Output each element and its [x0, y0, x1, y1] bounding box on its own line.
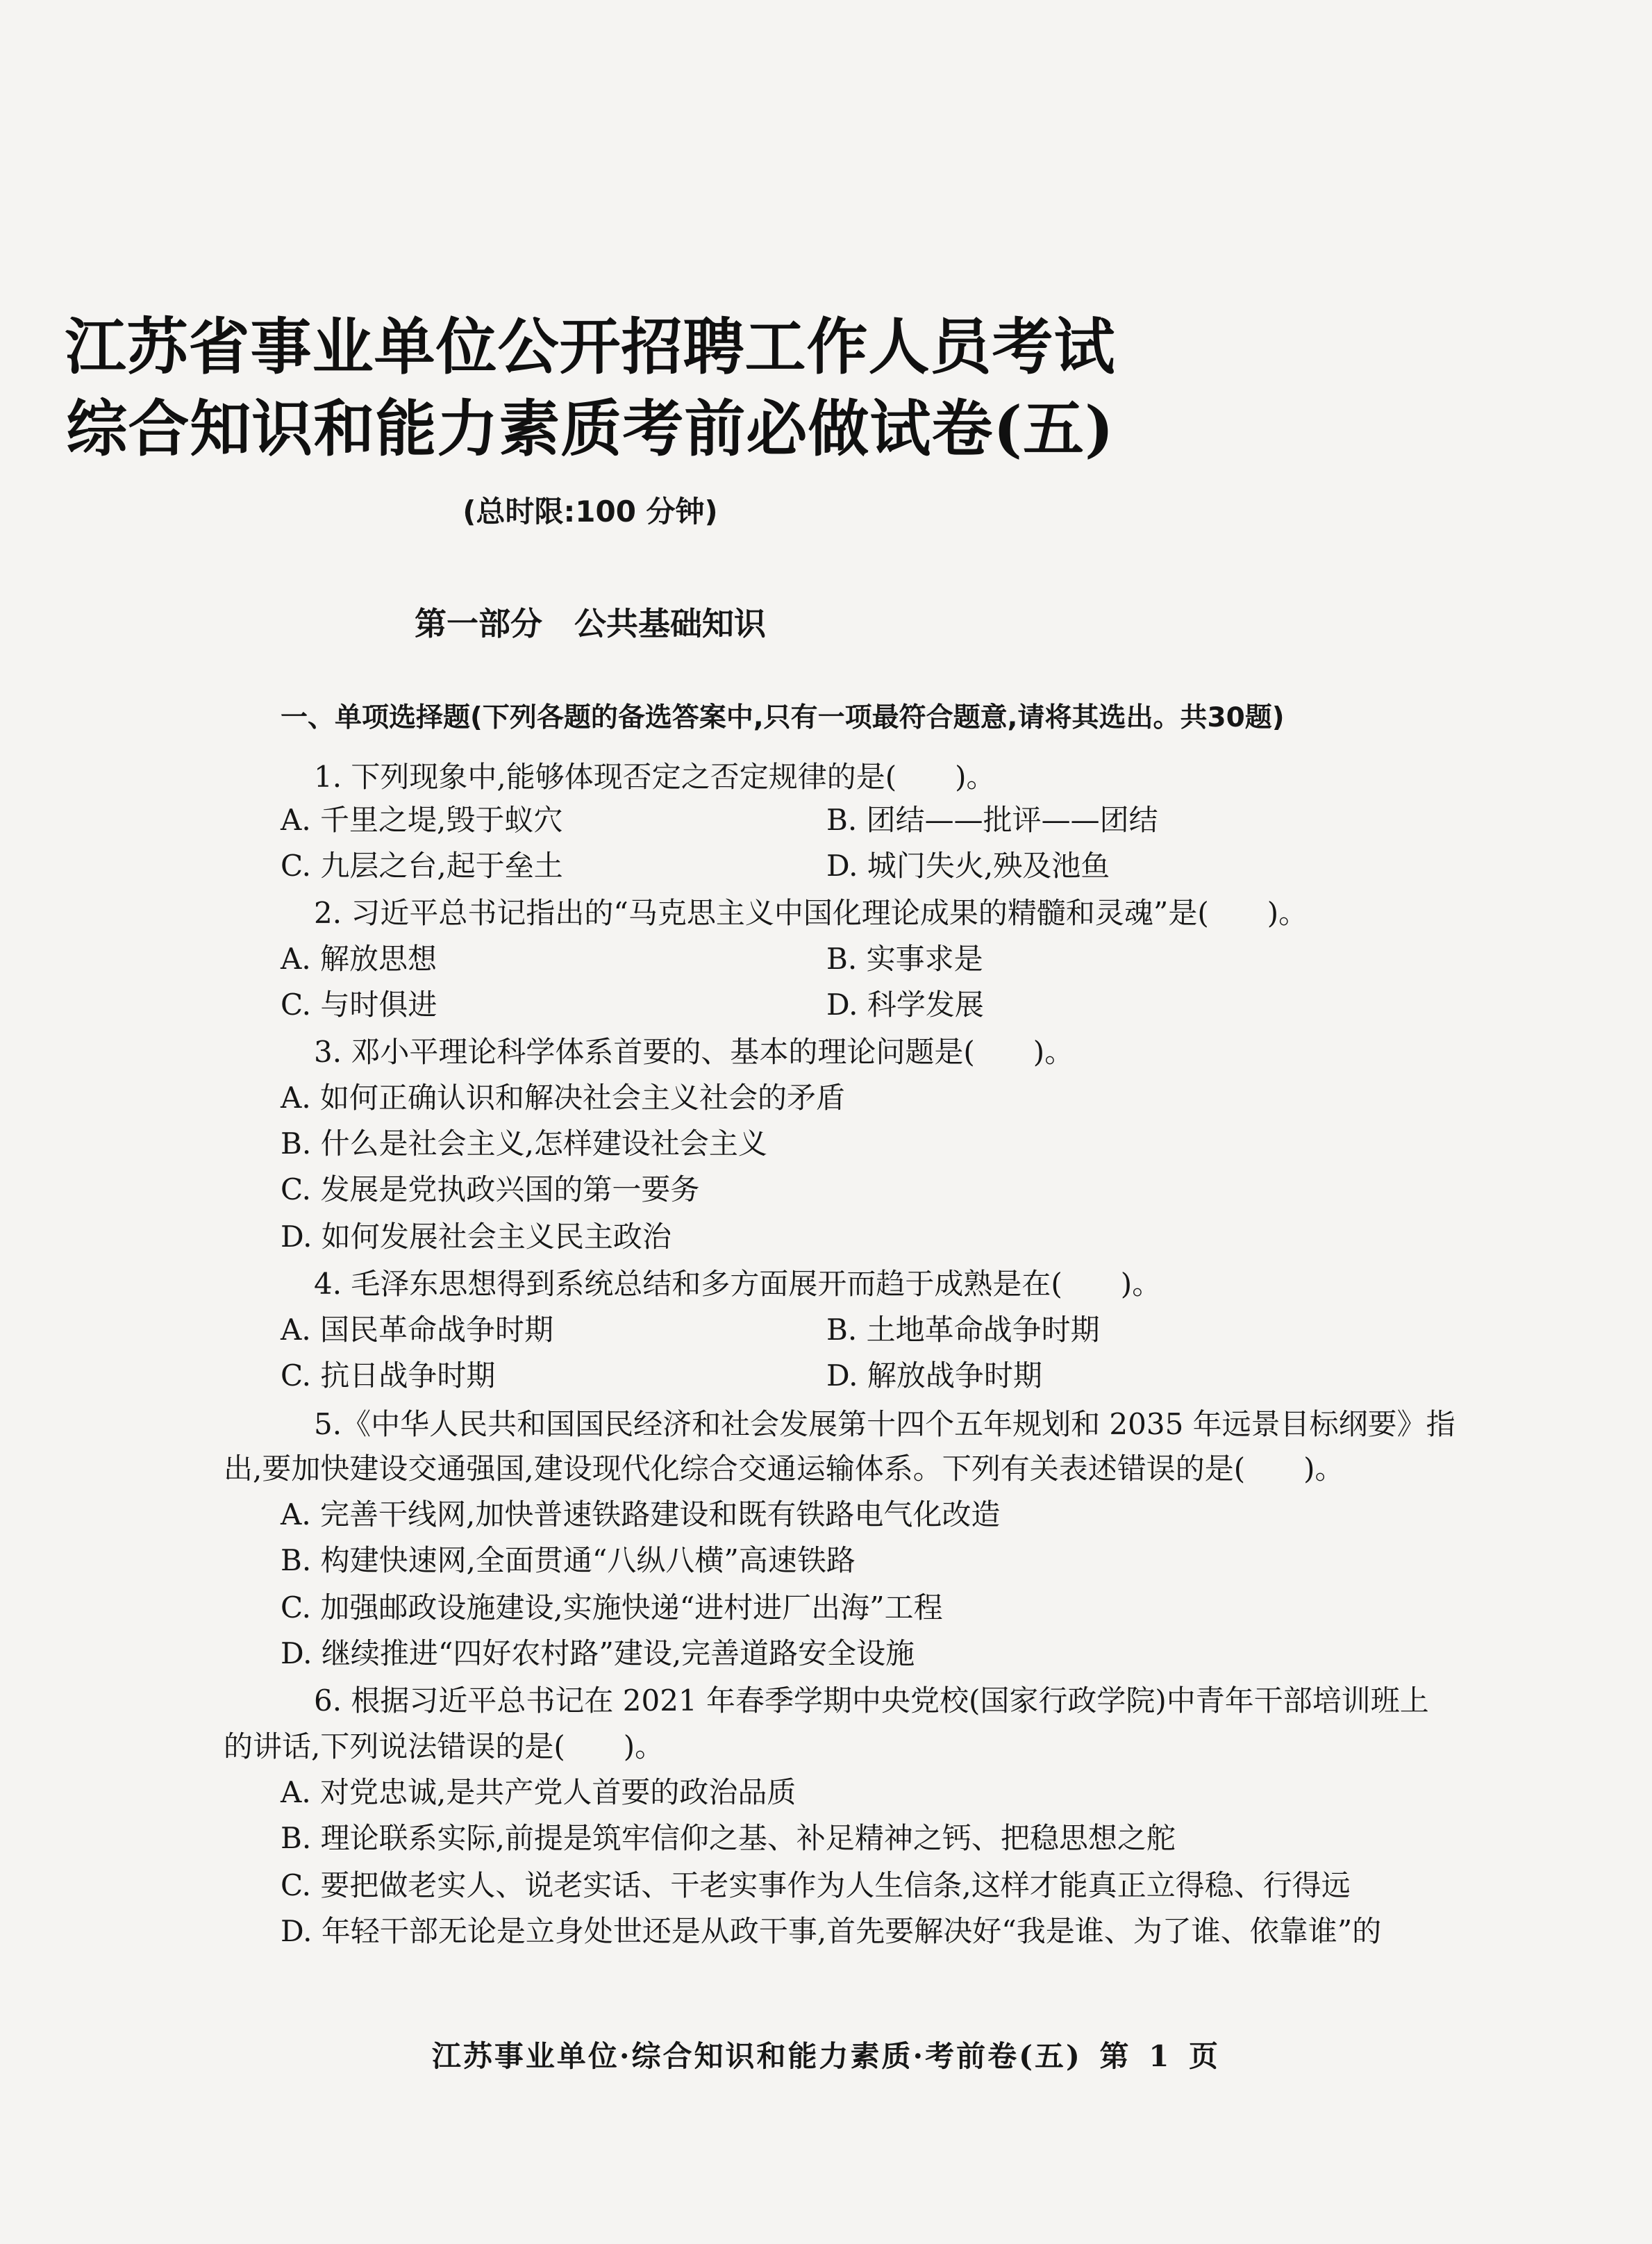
- question-2-option-d: D. 科学发展: [826, 988, 984, 1022]
- question-6-option-a: A. 对党忠诚,是共产党人首要的政治品质: [281, 1775, 796, 1809]
- question-4-option-a: A. 国民革命战争时期: [281, 1313, 554, 1347]
- question-5-option-b: B. 构建快速网,全面贯通“八纵八横”高速铁路: [281, 1543, 856, 1577]
- question-1-option-c: C. 九层之台,起于垒土: [281, 849, 563, 883]
- footer-page-number: 1: [1149, 2039, 1171, 2073]
- question-4-option-d: D. 解放战争时期: [826, 1358, 1042, 1393]
- question-4-option-b: B. 土地革命战争时期: [826, 1313, 1100, 1347]
- question-3-stem: 3. 邓小平理论科学体系首要的、基本的理论问题是( )。: [314, 1035, 1074, 1069]
- exam-title-line1: 江苏省事业单位公开招聘工作人员考试: [65, 310, 1116, 383]
- question-5-stem-line1: 5.《中华人民共和国国民经济和社会发展第十四个五年规划和 2035 年远景目标纲要》指: [314, 1407, 1455, 1441]
- question-6-option-c: C. 要把做老实人、说老实话、干老实事作为人生信条,这样才能真正立得稳、行得远: [281, 1868, 1351, 1902]
- question-5-option-a: A. 完善干线网,加快普速铁路建设和既有铁路电气化改造: [281, 1497, 1001, 1531]
- question-6-stem-line2: 的讲话,下列说法错误的是( )。: [224, 1729, 665, 1763]
- question-1-option-d: D. 城门失火,殃及池鱼: [826, 849, 1110, 883]
- question-2-option-a: A. 解放思想: [281, 942, 437, 976]
- footer-page-suffix: 页: [1189, 2039, 1221, 2073]
- question-3-option-c: C. 发展是党执政兴国的第一要务: [281, 1172, 700, 1206]
- footer-page-label: 第: [1099, 2039, 1131, 2073]
- question-5-stem-line2: 出,要加快建设交通强国,建设现代化综合交通运输体系。下列有关表述错误的是( )。: [224, 1452, 1344, 1486]
- question-2-option-c: C. 与时俱进: [281, 988, 437, 1022]
- question-5-option-c: C. 加强邮政设施建设,实施快递“进村进厂出海”工程: [281, 1590, 943, 1624]
- time-limit: (总时限:100 分钟): [462, 494, 718, 529]
- question-1-option-a: A. 千里之堤,毁于蚁穴: [281, 803, 563, 837]
- page-footer: [0, 2034, 1652, 2075]
- question-2-option-b: B. 实事求是: [826, 942, 983, 976]
- exam-title-line2: 综合知识和能力素质考前必做试卷(五): [66, 392, 1115, 465]
- question-4-stem: 4. 毛泽东思想得到系统总结和多方面展开而趋于成熟是在( )。: [314, 1267, 1162, 1301]
- question-3-option-d: D. 如何发展社会主义民主政治: [281, 1220, 671, 1254]
- question-2-stem: 2. 习近平总书记指出的“马克思主义中国化理论成果的精髓和灵魂”是( )。: [314, 896, 1308, 930]
- question-3-option-a: A. 如何正确认识和解决社会主义社会的矛盾: [281, 1081, 846, 1115]
- part-title: 第一部分 公共基础知识: [415, 605, 766, 642]
- question-6-stem-line1: 6. 根据习近平总书记在 2021 年春季学期中央党校(国家行政学院)中青年干部培训班上: [314, 1684, 1429, 1718]
- section-title: 一、单项选择题(下列各题的备选答案中,只有一项最符合题意,请将其选出。共30题): [281, 702, 1285, 733]
- question-4-option-c: C. 抗日战争时期: [281, 1358, 496, 1393]
- question-3-option-b: B. 什么是社会主义,怎样建设社会主义: [281, 1127, 767, 1161]
- question-1-option-b: B. 团结——批评——团结: [826, 803, 1158, 837]
- question-6-option-d: D. 年轻干部无论是立身处世还是从政干事,首先要解决好“我是谁、为了谁、依靠谁”的: [281, 1914, 1382, 1948]
- question-6-option-b: B. 理论联系实际,前提是筑牢信仰之基、补足精神之钙、把稳思想之舵: [281, 1821, 1176, 1855]
- question-1-stem: 1. 下列现象中,能够体现否定之否定规律的是( )。: [314, 760, 996, 794]
- question-5-option-d: D. 继续推进“四好农村路”建设,完善道路安全设施: [281, 1636, 915, 1670]
- footer-text: 江苏事业单位·综合知识和能力素质·考前卷(五): [431, 2039, 1082, 2073]
